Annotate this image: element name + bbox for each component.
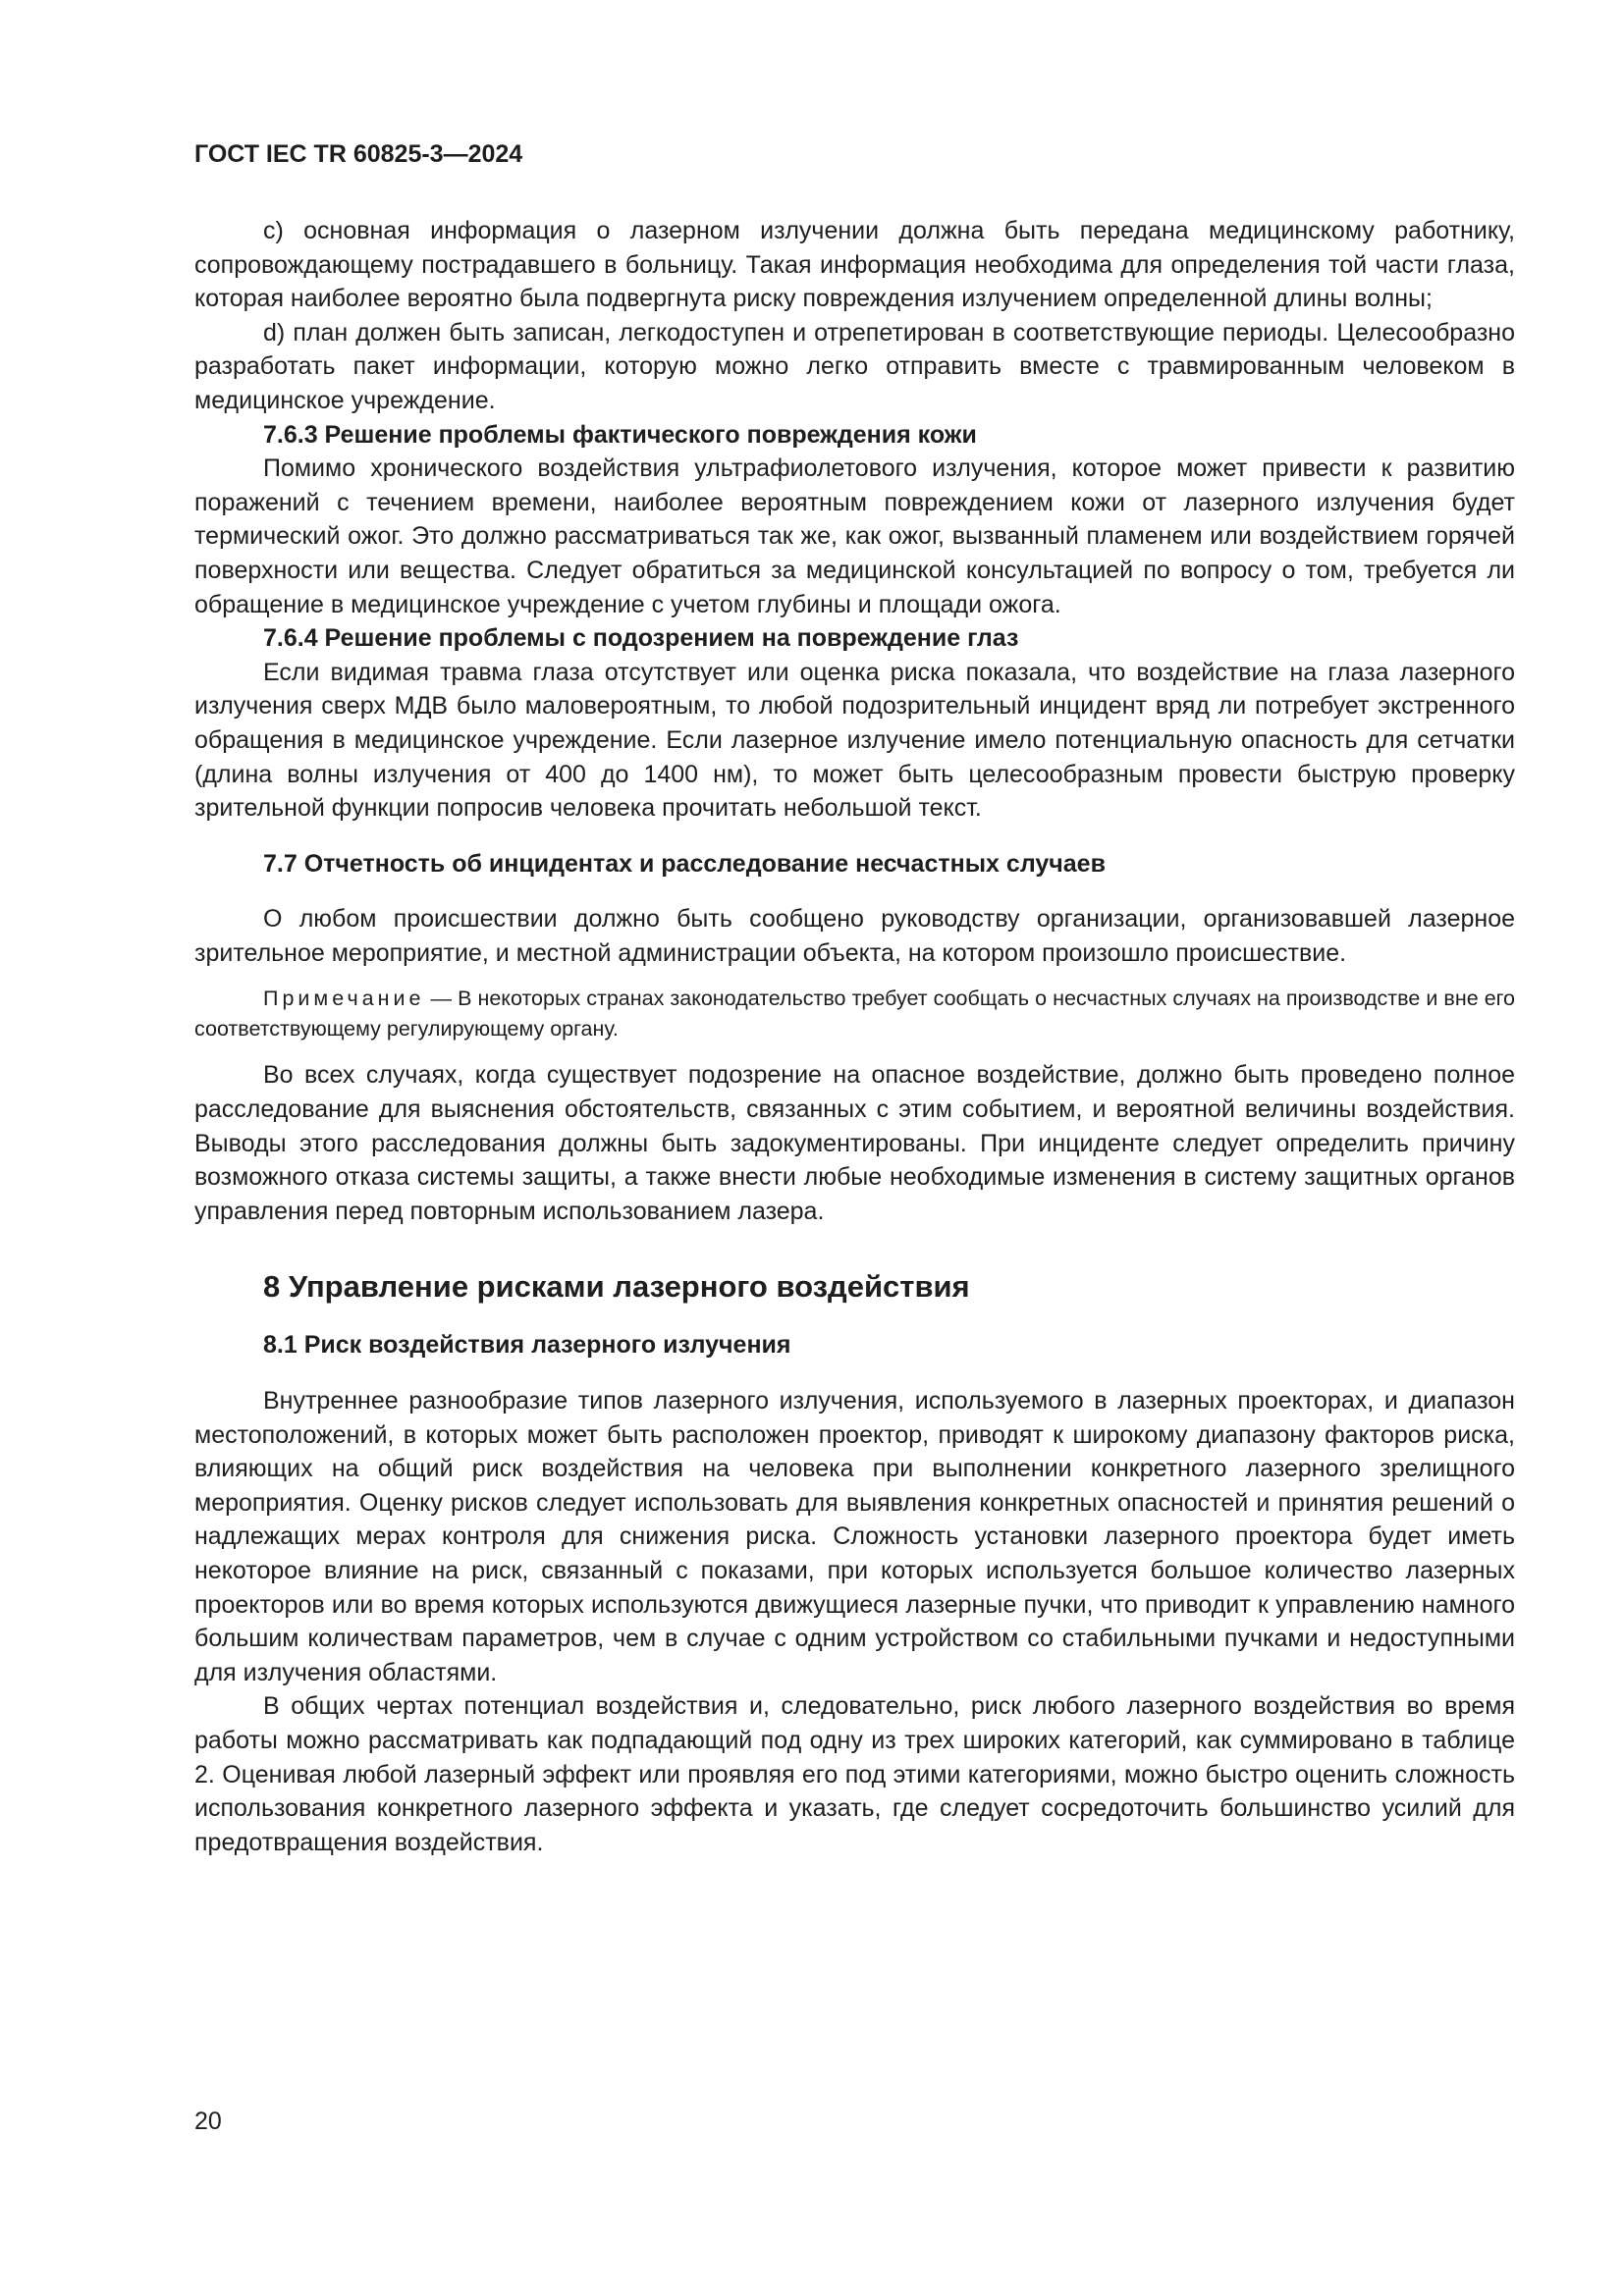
- spacer: [194, 1228, 1515, 1267]
- section-7-6-3-text: Помимо хронического воздействия ультрафиолетового излучения, которое может привести к развитию поражений с течением времени, наиболее вероятным повреждением кожи от лазерного излучения будет термический ожог. Это должно рассматриваться так же, как ожог, вызванный пламенем или воздействием горячей поверхности или вещества. Следует обратиться за медицинской консультацией по вопросу о том, требуется ли обращение в медицинское учреждение с учетом глубины и площади ожога.: [194, 454, 1515, 618]
- spacer: [194, 826, 1515, 847]
- list-item-c: c) основная информация о лазерном излучении должна быть передана медицинскому работнику, сопровождающему пострадавшего в больницу. Такая информация необходима для определения той части глаза, которая наиболее вероятно была подвергнута риску повреждения излучением определенной длины волны;: [194, 217, 1515, 313]
- list-item-d: d) план должен быть записан, легкодоступен и отрепетирован в соответствующие периоды. Целесообразно разработать пакет информации, которую можно легко отправить вместе с травмированным человеком в медицинское учреждение.: [194, 318, 1515, 414]
- section-7-6-4-title: 7.6.4 Решение проблемы с подозрением на повреждение глаз: [263, 624, 1019, 653]
- section-8-1-text-1: Внутреннее разнообразие типов лазерного излучения, используемого в лазерных проекторах, и диапазон местоположений, в которых может быть расположен проектор, приводят к широкому диапазону факторов риска, влияющих на общий риск воздействия на человека при выполнении конкретного лазерного зрелищного мероприятия. Оценку рисков следует использовать для выявления конкретных опасностей и принятия решений о надлежащих мерах контроля для снижения риска. Сложность установки лазерного проектора будет иметь некоторое влияние на риск, связанный с показами, при которых используется большое количество лазерных проекторов или во время которых используются движущиеся лазерные пучки, что приводит к управлению намного большим количествам параметров, чем в случае с одним устройством со стабильными пучками и недоступными для излучения областями.: [194, 1387, 1515, 1686]
- section-7-6-4-text: Если видимая травма глаза отсутствует или оценка риска показала, что воздействие на глаза лазерного излучения сверх МДВ было маловероятным, то любой подозрительный инцидент вряд ли потребует экстренного обращения в медицинское учреждение. Если лазерное излучение имело потенциальную опасность для сетчатки (длина волны излучения от 400 до 1400 нм), то может быть целесообразным провести быструю проверку зрительной функции попросив человека прочитать небольшой текст.: [194, 658, 1515, 823]
- section-7-7-note: [194, 984, 1515, 1044]
- spacer: [194, 970, 1515, 984]
- spacer: [194, 1307, 1515, 1328]
- section-8-1-text-2: В общих чертах потенциал воздействия и, следовательно, риск любого лазерного воздействия во время работы можно рассматривать как подпадающий под одну из трех широких категорий, как суммировано в таблице 2. Оценивая любой лазерный эффект или проявляя его под этими категориями, можно быстро оценить сложность использования конкретного лазерного эффекта и указать, где следует сосредоточить большинство усилий для предотвращения воздействия.: [194, 1692, 1515, 1856]
- page-number: 20: [194, 2108, 222, 2135]
- note-text: — В некоторых странах законодательство требует сообщать о несчастных случаях на производстве и вне его соответствующему регулирующему органу.: [194, 987, 1515, 1041]
- spacer: [194, 881, 1515, 902]
- section-8-title: 8 Управление рисками лазерного воздействия: [263, 1269, 970, 1305]
- section-7-7-text-2: Во всех случаях, когда существует подозрение на опасное воздействие, должно быть проведено полное расследование для выяснения обстоятельств, связанных с этим событием, и вероятной величины воздействия. Выводы этого расследования должны быть задокументированы. При инциденте следует определить причину возможного отказа системы защиты, а также внести любые необходимые изменения в систему защитных органов управления перед повторным использованием лазера.: [194, 1061, 1515, 1225]
- section-8-1-title: 8.1 Риск воздействия лазерного излучения: [263, 1331, 791, 1360]
- page-header-standard-id: ГОСТ IEC TR 60825-3—2024: [194, 140, 523, 168]
- section-7-7-title: 7.7 Отчетность об инцидентах и расследование несчастных случаев: [263, 849, 1106, 878]
- section-7-6-3-title: 7.6.3 Решение проблемы фактического повреждения кожи: [263, 420, 977, 449]
- note-label: Примечание: [263, 987, 425, 1011]
- document-page: [194, 137, 1515, 2277]
- spacer: [194, 1362, 1515, 1384]
- section-7-7-text-1: О любом происшествии должно быть сообщено руководству организации, организовавшей лазерное зрительное мероприятие, и местной администрации объекта, на котором произошло происшествие.: [194, 905, 1515, 967]
- spacer: [194, 1044, 1515, 1058]
